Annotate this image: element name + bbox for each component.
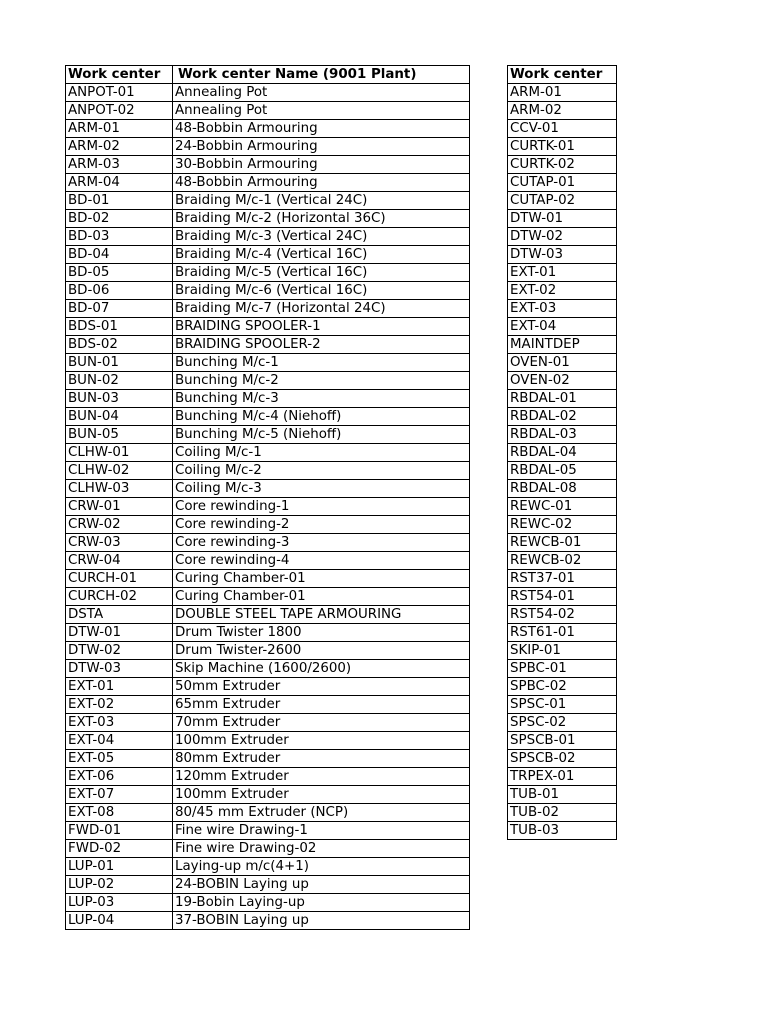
work-center-code-cell: RST61-01 [508,624,617,642]
work-center-code-cell: EXT-04 [508,318,617,336]
table-row [66,480,470,498]
table-row [508,606,617,624]
work-center-name-cell: Core rewinding-4 [173,552,470,570]
table-row [66,246,470,264]
work-center-code-cell: BUN-03 [66,390,173,408]
work-center-code-cell: SPSCB-02 [508,750,617,768]
table-row [66,696,470,714]
table-row [508,642,617,660]
work-center-code-cell: RBDAL-05 [508,462,617,480]
work-center-code-cell: LUP-04 [66,912,173,930]
work-center-code-cell: ANPOT-02 [66,102,173,120]
table-row [508,786,617,804]
table-row [508,426,617,444]
work-center-name-cell: Core rewinding-3 [173,534,470,552]
work-center-code-cell: RBDAL-02 [508,408,617,426]
table-row [508,804,617,822]
work-center-code-cell: DTW-03 [66,660,173,678]
work-center-code-cell: SKIP-01 [508,642,617,660]
table-row [66,804,470,822]
table-row [66,660,470,678]
work-center-code-cell: SPBC-01 [508,660,617,678]
table-row [66,408,470,426]
work-center-code-cell: RBDAL-03 [508,426,617,444]
table-row [508,192,617,210]
work-center-code-cell: BD-02 [66,210,173,228]
column-header-work-center-name: Work center Name (9001 Plant) [173,66,470,84]
work-center-code-cell: BD-06 [66,282,173,300]
work-center-code-cell: BD-05 [66,264,173,282]
table-row [508,408,617,426]
table-row [66,750,470,768]
work-center-name-cell: 48-Bobbin Armouring [173,174,470,192]
table-row [66,84,470,102]
table-row [66,300,470,318]
table-row [66,822,470,840]
work-center-name-table [65,65,470,930]
work-center-name-cell: 24-Bobbin Armouring [173,138,470,156]
table-row [66,624,470,642]
work-center-code-cell: CUTAP-01 [508,174,617,192]
table-row [66,444,470,462]
work-center-code-cell: EXT-06 [66,768,173,786]
work-center-code-cell: BUN-01 [66,354,173,372]
work-center-code-cell: SPSC-01 [508,696,617,714]
work-center-code-cell: EXT-05 [66,750,173,768]
table-row [508,228,617,246]
table-row [508,354,617,372]
table-row [508,696,617,714]
table-row [508,336,617,354]
work-center-code-cell: BD-04 [66,246,173,264]
work-center-name-cell: Braiding M/c-1 (Vertical 24C) [173,192,470,210]
work-center-code-cell: CURCH-01 [66,570,173,588]
work-center-code-cell: TUB-02 [508,804,617,822]
work-center-code-cell: OVEN-01 [508,354,617,372]
work-center-code-cell: BDS-02 [66,336,173,354]
table-row [66,858,470,876]
table-row [66,336,470,354]
table-row [508,516,617,534]
table-row [508,480,617,498]
work-center-code-cell: CCV-01 [508,120,617,138]
table-row [508,588,617,606]
table-row [508,138,617,156]
work-center-code-cell: SPBC-02 [508,678,617,696]
table-row [508,120,617,138]
work-center-code-cell: CRW-02 [66,516,173,534]
work-center-name-cell: Bunching M/c-1 [173,354,470,372]
work-center-code-cell: REWC-02 [508,516,617,534]
work-center-name-cell: Coiling M/c-2 [173,462,470,480]
work-center-code-cell: CUTAP-02 [508,192,617,210]
table-row [66,102,470,120]
work-center-code-cell: DTW-02 [66,642,173,660]
table-row [66,120,470,138]
work-center-name-cell: 37-BOBIN Laying up [173,912,470,930]
work-center-code-cell: BD-01 [66,192,173,210]
work-center-list-table-body [508,84,617,840]
work-center-name-cell: 80/45 mm Extruder (NCP) [173,804,470,822]
work-center-name-cell: Annealing Pot [173,84,470,102]
table-row [508,84,617,102]
work-center-code-cell: CURCH-02 [66,588,173,606]
table-row [508,750,617,768]
work-center-name-cell: 100mm Extruder [173,732,470,750]
work-center-name-cell: 30-Bobbin Armouring [173,156,470,174]
work-center-code-cell: SPSCB-01 [508,732,617,750]
work-center-name-cell: Curing Chamber-01 [173,570,470,588]
table-row [66,552,470,570]
work-center-code-cell: RST54-02 [508,606,617,624]
work-center-code-cell: FWD-02 [66,840,173,858]
table-row [66,894,470,912]
work-center-code-cell: TUB-01 [508,786,617,804]
work-center-code-cell: RBDAL-04 [508,444,617,462]
work-center-code-cell: ARM-03 [66,156,173,174]
table-row [508,444,617,462]
table-row [66,912,470,930]
work-center-code-cell: CURTK-02 [508,156,617,174]
table-row [66,210,470,228]
work-center-name-cell: Braiding M/c-5 (Vertical 16C) [173,264,470,282]
work-center-name-cell: 70mm Extruder [173,714,470,732]
table-row [66,174,470,192]
table-row [508,552,617,570]
table-row [66,588,470,606]
work-center-name-cell: Skip Machine (1600/2600) [173,660,470,678]
work-center-code-cell: DTW-01 [66,624,173,642]
work-center-code-cell: CRW-01 [66,498,173,516]
work-center-code-cell: REWCB-02 [508,552,617,570]
table-row [508,210,617,228]
table-row [508,174,617,192]
work-center-code-cell: BUN-04 [66,408,173,426]
table-row [508,570,617,588]
table-row [508,390,617,408]
column-header-work-center: Work center [66,66,173,84]
work-center-code-cell: EXT-02 [66,696,173,714]
table-header-row [66,66,470,84]
work-center-code-cell: ANPOT-01 [66,84,173,102]
work-center-name-cell: Core rewinding-1 [173,498,470,516]
table-row [66,534,470,552]
table-row [66,426,470,444]
work-center-name-cell: Braiding M/c-7 (Horizontal 24C) [173,300,470,318]
work-center-code-cell: CLHW-03 [66,480,173,498]
work-center-code-cell: EXT-08 [66,804,173,822]
work-center-name-cell: Laying-up m/c(4+1) [173,858,470,876]
work-center-code-cell: SPSC-02 [508,714,617,732]
work-center-code-cell: LUP-02 [66,876,173,894]
table-row [66,228,470,246]
work-center-name-cell: 48-Bobbin Armouring [173,120,470,138]
table-row [508,624,617,642]
work-center-code-cell: BD-03 [66,228,173,246]
work-center-code-cell: EXT-01 [508,264,617,282]
table-row [508,822,617,840]
table-row [508,534,617,552]
table-row [508,732,617,750]
work-center-code-cell: OVEN-02 [508,372,617,390]
column-header-work-center: Work center [508,66,617,84]
table-row [66,354,470,372]
work-center-code-cell: TUB-03 [508,822,617,840]
work-center-name-cell: Fine wire Drawing-02 [173,840,470,858]
table-row [508,372,617,390]
work-center-code-cell: EXT-03 [66,714,173,732]
work-center-code-cell: BD-07 [66,300,173,318]
work-center-name-cell: Fine wire Drawing-1 [173,822,470,840]
table-row [508,246,617,264]
work-center-name-cell: BRAIDING SPOOLER-1 [173,318,470,336]
table-row [508,660,617,678]
work-center-name-cell: Bunching M/c-4 (Niehoff) [173,408,470,426]
table-row [66,642,470,660]
table-row [66,714,470,732]
work-center-name-cell: Braiding M/c-6 (Vertical 16C) [173,282,470,300]
work-center-name-cell: 120mm Extruder [173,768,470,786]
work-center-name-cell: Braiding M/c-3 (Vertical 24C) [173,228,470,246]
work-center-code-cell: CLHW-01 [66,444,173,462]
work-center-name-cell: 24-BOBIN Laying up [173,876,470,894]
work-center-name-cell: Bunching M/c-3 [173,390,470,408]
work-center-code-cell: ARM-04 [66,174,173,192]
work-center-code-cell: ARM-02 [66,138,173,156]
table-row [66,372,470,390]
table-row [508,714,617,732]
table-row [508,300,617,318]
work-center-code-cell: LUP-03 [66,894,173,912]
work-center-code-cell: MAINTDEP [508,336,617,354]
table-row [508,156,617,174]
table-header-row [508,66,617,84]
table-row [66,876,470,894]
table-row [508,768,617,786]
work-center-code-cell: REWC-01 [508,498,617,516]
work-center-name-cell: BRAIDING SPOOLER-2 [173,336,470,354]
work-center-name-cell: 50mm Extruder [173,678,470,696]
table-row [66,156,470,174]
table-row [66,390,470,408]
table-row [66,678,470,696]
work-center-code-cell: DTW-02 [508,228,617,246]
table-row [66,516,470,534]
table-row [508,282,617,300]
table-row [508,102,617,120]
table-row [66,192,470,210]
work-center-name-cell: Braiding M/c-4 (Vertical 16C) [173,246,470,264]
table-row [66,786,470,804]
work-center-name-table-body [66,84,470,930]
table-row [66,138,470,156]
work-center-name-cell: 100mm Extruder [173,786,470,804]
table-row [508,678,617,696]
work-center-code-cell: CRW-04 [66,552,173,570]
work-center-code-cell: DSTA [66,606,173,624]
table-row [66,318,470,336]
table-row [66,732,470,750]
work-center-name-cell: Bunching M/c-2 [173,372,470,390]
table-row [66,840,470,858]
work-center-code-cell: ARM-01 [66,120,173,138]
table-row [508,498,617,516]
work-center-code-cell: EXT-07 [66,786,173,804]
work-center-code-cell: BDS-01 [66,318,173,336]
work-center-name-cell: Braiding M/c-2 (Horizontal 36C) [173,210,470,228]
table-row [66,282,470,300]
table-row [66,606,470,624]
work-center-code-cell: RBDAL-08 [508,480,617,498]
work-center-code-cell: ARM-02 [508,102,617,120]
work-center-name-cell: 65mm Extruder [173,696,470,714]
work-center-code-cell: BUN-05 [66,426,173,444]
work-center-code-cell: RBDAL-01 [508,390,617,408]
work-center-code-cell: BUN-02 [66,372,173,390]
work-center-code-cell: REWCB-01 [508,534,617,552]
table-row [508,264,617,282]
work-center-name-cell: DOUBLE STEEL TAPE ARMOURING [173,606,470,624]
work-center-code-cell: CURTK-01 [508,138,617,156]
work-center-code-cell: CLHW-02 [66,462,173,480]
work-center-list-table [507,65,617,840]
work-center-code-cell: EXT-02 [508,282,617,300]
table-row [66,498,470,516]
work-center-code-cell: RST37-01 [508,570,617,588]
table-row [66,570,470,588]
work-center-code-cell: EXT-03 [508,300,617,318]
work-center-code-cell: TRPEX-01 [508,768,617,786]
work-center-code-cell: ARM-01 [508,84,617,102]
work-center-code-cell: LUP-01 [66,858,173,876]
table-row [508,318,617,336]
table-row [66,462,470,480]
table-row [66,768,470,786]
work-center-code-cell: CRW-03 [66,534,173,552]
work-center-name-cell: Drum Twister-2600 [173,642,470,660]
work-center-code-cell: FWD-01 [66,822,173,840]
table-row [66,264,470,282]
work-center-name-cell: 80mm Extruder [173,750,470,768]
work-center-name-cell: Core rewinding-2 [173,516,470,534]
work-center-code-cell: DTW-01 [508,210,617,228]
work-center-code-cell: DTW-03 [508,246,617,264]
work-center-name-cell: 19-Bobin Laying-up [173,894,470,912]
table-row [508,462,617,480]
work-center-code-cell: EXT-01 [66,678,173,696]
work-center-code-cell: RST54-01 [508,588,617,606]
work-center-name-cell: Drum Twister 1800 [173,624,470,642]
work-center-name-cell: Annealing Pot [173,102,470,120]
work-center-code-cell: EXT-04 [66,732,173,750]
work-center-name-cell: Curing Chamber-01 [173,588,470,606]
work-center-name-cell: Bunching M/c-5 (Niehoff) [173,426,470,444]
work-center-name-cell: Coiling M/c-3 [173,480,470,498]
work-center-name-cell: Coiling M/c-1 [173,444,470,462]
